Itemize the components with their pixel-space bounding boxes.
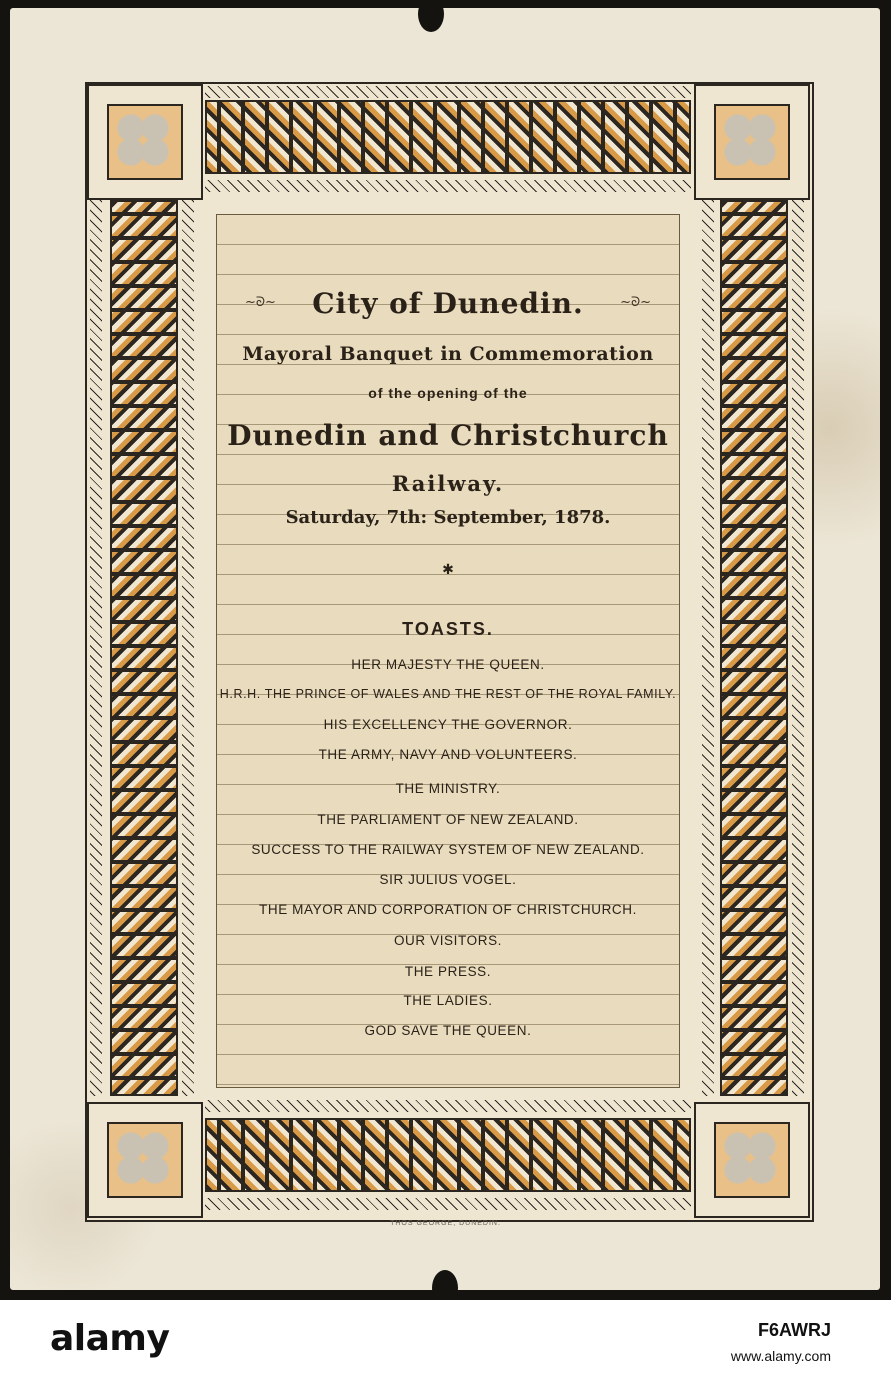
zigzag-top-inner xyxy=(205,180,691,192)
corner-ornament-top-left xyxy=(87,84,203,200)
clover-icon xyxy=(720,1128,780,1188)
top-tear xyxy=(418,0,444,32)
clover-icon xyxy=(113,1128,173,1188)
zigzag-right-outer xyxy=(792,200,804,1096)
city-title: City of Dunedin. xyxy=(312,287,584,320)
scroll-ornament-icon: ~ᘐ~ xyxy=(245,295,276,310)
pattern-band-bottom xyxy=(205,1118,691,1192)
zigzag-left-outer xyxy=(90,200,102,1096)
pattern-band-left xyxy=(110,200,178,1096)
stock-id: F6AWRJ xyxy=(757,1320,831,1340)
corner-ornament-bottom-right xyxy=(694,1102,810,1218)
pattern-band-right xyxy=(720,200,788,1096)
clover-icon xyxy=(720,110,780,170)
scroll-ornament-icon: ~ᘐ~ xyxy=(620,295,651,310)
zigzag-bottom-outer xyxy=(205,1198,691,1210)
toasts-heading: TOASTS. xyxy=(402,619,494,639)
corner-ornament-top-right xyxy=(694,84,810,200)
toast-item: THE LADIES. xyxy=(403,993,493,1008)
toast-item: THE ARMY, NAVY AND VOLUNTEERS. xyxy=(318,747,578,762)
event-date: Saturday, 7th: September, 1878. xyxy=(285,507,611,528)
zigzag-top-outer xyxy=(205,86,691,98)
zigzag-left-inner xyxy=(182,200,194,1096)
zigzag-bottom-inner xyxy=(205,1100,691,1112)
toast-item: OUR VISITORS. xyxy=(393,933,503,948)
zigzag-right-inner xyxy=(702,200,714,1096)
printer-credit: THOS GEORGE, DUNEDIN. xyxy=(390,1220,501,1227)
toast-item: HIS EXCELLENCY THE GOVERNOR. xyxy=(323,717,573,732)
banquet-subtitle: Mayoral Banquet in Commemoration xyxy=(242,343,654,365)
corner-ornament-bottom-left xyxy=(87,1102,203,1218)
toast-item: THE MAYOR AND CORPORATION OF CHRISTCHURCH. xyxy=(259,902,637,917)
pattern-band-top xyxy=(205,100,691,174)
clover-icon xyxy=(113,110,173,170)
railway-word: Railway. xyxy=(391,471,505,496)
toast-item: THE PRESS. xyxy=(404,964,492,979)
divider-star-icon: ✱ xyxy=(442,561,454,577)
toast-item: SUCCESS TO THE RAILWAY SYSTEM OF NEW ZEALAND. xyxy=(251,842,645,857)
stock-url: www.alamy.com xyxy=(730,1348,831,1364)
opening-subtitle: of the opening of the xyxy=(368,385,528,401)
railway-name: Dunedin and Christchurch xyxy=(227,419,669,452)
toast-item: H.R.H. THE PRINCE OF WALES AND THE REST OF THE ROYAL FAMILY. xyxy=(219,687,677,701)
toast-item: THE MINISTRY. xyxy=(395,781,501,796)
toast-item: SIR JULIUS VOGEL. xyxy=(379,872,517,887)
toast-item: GOD SAVE THE QUEEN. xyxy=(364,1023,532,1038)
alamy-logo: alamy xyxy=(50,1318,170,1359)
toast-item: HER MAJESTY THE QUEEN. xyxy=(351,657,545,672)
menu-text-panel xyxy=(216,214,680,1088)
toast-item: THE PARLIAMENT OF NEW ZEALAND. xyxy=(317,812,579,827)
